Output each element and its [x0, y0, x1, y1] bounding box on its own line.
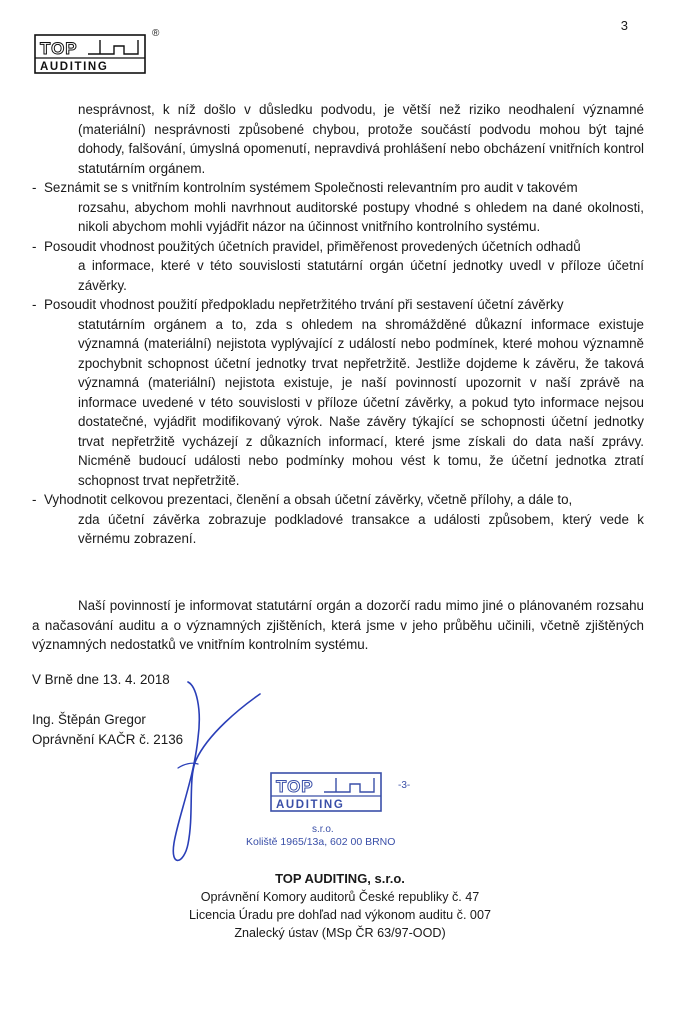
bullet-rest: rozsahu, abychom mohli navrhnout auditorské postupy vhodné s ohledem na dané okolnosti, nikoli abychom mohli vyjádřit názor na účinnost vnitřního kontrolního systému.	[78, 199, 644, 234]
stamp-logo-bottom: AUDITING	[276, 799, 345, 811]
bullet-rest: statutárním orgánem a to, zda s ohledem na shromážděné důkazní informace existuje významná (materiální) nejistota vyplývající z událostí nebo podmínek, které mohou významně zpochybnit schopnost účetní jednotky trvat nepřetržitě. Jestliže dojdeme k závěru, že taková významná (materiální) nejistota existuje, je naší povinností upozornit v naší zprávě na informace uvedené v této souvislosti v příloze účetní závěrky, a pokud tyto informace nejsou dostatečné, vyjádřit modifikovaný výrok. Naše závěry týkající se schopnosti účetní jednotky trvat nepřetržitě vycházejí z důkazních informací, které jsme získali do data naší zprávy. Nicméně budoucí události nebo podmínky mohou vést k tomu, že účetní jednotka ztratí schopnost trvat nepřetržitě.	[78, 316, 644, 488]
stamp-sro: s.r.o.	[312, 824, 334, 835]
closing-paragraph: Naší povinností je informovat statutární orgán a dozorčí radu mimo jiné o plánovaném rozsahu a načasování auditu a o významných zjištěních, která jsme v jeho průběhu učinili, včetně zjištěných významných nedostatků ve vnitřním kontrolním systému.	[32, 598, 644, 653]
company-name: TOP AUDITING, s.r.o.	[275, 871, 405, 886]
company-line-3: Znalecký ústav (MSp ČR 63/97-OOD)	[234, 926, 446, 940]
stamp-logo-top: TOP	[276, 777, 314, 796]
bullet-first-line: Posoudit vhodnost použitých účetních pravidel, přiměřenost provedených účetních odhadů	[44, 238, 581, 254]
company-block	[0, 870, 680, 942]
bullet-mark: -	[32, 180, 37, 195]
signer-license: Oprávnění KAČR č. 2136	[32, 732, 184, 747]
company-line-1: Oprávnění Komory auditorů České republiky č. 47	[200, 890, 480, 904]
registered-mark: ®	[152, 28, 160, 39]
logo-top-text: TOP	[40, 39, 78, 58]
bullet-mark: -	[32, 492, 37, 507]
signer-name: Ing. Štěpán Gregor	[32, 712, 146, 727]
continued-paragraph: nesprávnost, k níž došlo v důsledku podvodu, je větší než riziko neodhalení významné (materiální) nesprávnosti způsobené chybou, protože součástí podvodu mohou být tajné dohody, falšování, úmyslná opomenutí, nepravdivá prohlášení nebo obcházení vnitřních kontrol statutárním orgánem.	[78, 102, 644, 176]
signature-date: V Brně dne 13. 4. 2018	[32, 672, 170, 687]
bullet-item	[32, 295, 644, 490]
page-number: 3	[620, 18, 628, 33]
bullet-item	[32, 178, 644, 237]
logo-bottom-text: AUDITING	[40, 61, 109, 73]
top-auditing-logo	[34, 34, 146, 74]
bullet-first-line: Posoudit vhodnost použití předpokladu nepřetržitého trvání při sestavení účetní závěrky	[44, 297, 564, 312]
stamp-logo	[270, 772, 382, 812]
bullet-rest: a informace, které v této souvislosti statutární orgán účetní jednotky uvedl v příloze účetní závěrky.	[78, 258, 644, 293]
report-body	[32, 100, 644, 549]
bullet-first-line: Seznámit se s vnitřním kontrolním systémem Společnosti relevantním pro audit v takovém	[44, 180, 578, 195]
stamp-address: Koliště 1965/13a, 602 00 BRNO	[246, 836, 396, 848]
bullet-mark: -	[32, 238, 37, 254]
bullet-rest: zda účetní závěrka zobrazuje podkladové transakce a události způsobem, který vede k věrnému zobrazení.	[78, 511, 644, 546]
bullet-item	[32, 490, 644, 549]
bullet-first-line: Vyhodnotit celkovou prezentaci, členění a obsah účetní závěrky, včetně přílohy, a dále to,	[44, 492, 573, 507]
stamp-page-number: -3-	[398, 780, 411, 791]
bullet-item	[32, 237, 644, 296]
company-line-2: Licencia Úradu pre dohľad nad výkonom auditu č. 007	[189, 908, 491, 922]
bullet-mark: -	[32, 297, 37, 312]
